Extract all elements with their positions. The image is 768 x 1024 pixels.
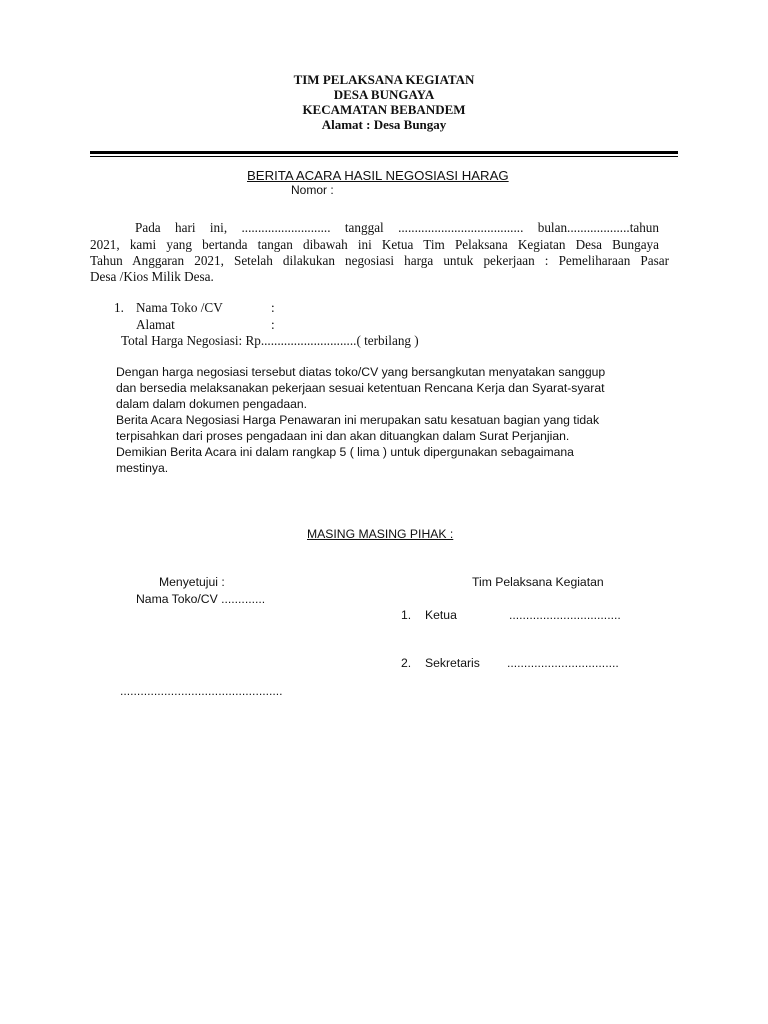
header-divider-thin: [90, 156, 678, 157]
body-line-4: Berita Acara Negosiasi Harga Penawaran ini merupakan satu kesatuan bagian yang tidak: [116, 413, 600, 427]
body-line-6: Demikian Berita Acara ini dalam rangkap 5 ( lima ) untuk dipergunakan sebagaimana: [116, 445, 574, 459]
total-price-line: Total Harga Negosiasi: Rp.............................( terbilang ): [121, 333, 419, 348]
chair-number: 1.: [401, 608, 412, 622]
header-divider-thick: [90, 151, 678, 154]
document-number-label: Nomor :: [291, 183, 334, 197]
secretary-number: 2.: [401, 656, 412, 670]
secretary-signature-dots: .................................: [507, 656, 619, 670]
body-line-1: Dengan harga negosiasi tersebut diatas toko/CV yang bersangkutan menyatakan sanggup: [116, 365, 606, 379]
shop-name-label: Nama Toko /CV: [136, 300, 223, 315]
chair-label: Ketua: [425, 608, 457, 622]
address-colon: :: [271, 317, 275, 332]
team-label: Tim Pelaksana Kegiatan: [472, 575, 604, 589]
list-number: 1.: [114, 300, 124, 315]
document-title: BERITA ACARA HASIL NEGOSIASI HARAG: [247, 168, 509, 183]
shop-name-colon: :: [271, 300, 275, 315]
approver-signature-dots: ................................................: [120, 684, 283, 698]
header-village: DESA BUNGAYA: [333, 87, 435, 102]
intro-line-3: Tahun Anggaran 2021, Setelah dilakukan negosiasi harga untuk pekerjaan : Pemeliharaan Pasar: [90, 253, 669, 268]
body-line-7: mestinya.: [116, 461, 169, 475]
approver-shop-name: Nama Toko/CV .............: [136, 592, 266, 606]
intro-line-1: Pada hari ini, ........................... tanggal ...................................... bulan...................tahun: [135, 220, 659, 235]
header-org-name: TIM PELAKSANA KEGIATAN: [293, 72, 475, 87]
intro-line-4: Desa /Kios Milik Desa.: [90, 269, 214, 284]
header-district: KECAMATAN BEBANDEM: [302, 102, 466, 117]
secretary-label: Sekretaris: [425, 656, 480, 670]
approver-label: Menyetujui :: [159, 575, 225, 589]
body-line-5: terpisahkan dari proses pengadaan ini dan akan dituangkan dalam Surat Perjanjian.: [116, 429, 570, 443]
parties-heading: MASING MASING PIHAK :: [307, 527, 454, 541]
address-label: Alamat: [136, 317, 175, 332]
intro-line-2: 2021, kami yang bertanda tangan dibawah ini Ketua Tim Pelaksana Kegiatan Desa Bungaya: [90, 237, 659, 252]
body-line-2: dan bersedia melaksanakan pekerjaan sesuai ketentuan Rencana Kerja dan Syarat-syarat: [116, 381, 605, 395]
header-address: Alamat : Desa Bungay: [321, 117, 447, 132]
body-line-3: dalam dalam dokumen pengadaan.: [116, 397, 308, 411]
chair-signature-dots: .................................: [509, 608, 621, 622]
